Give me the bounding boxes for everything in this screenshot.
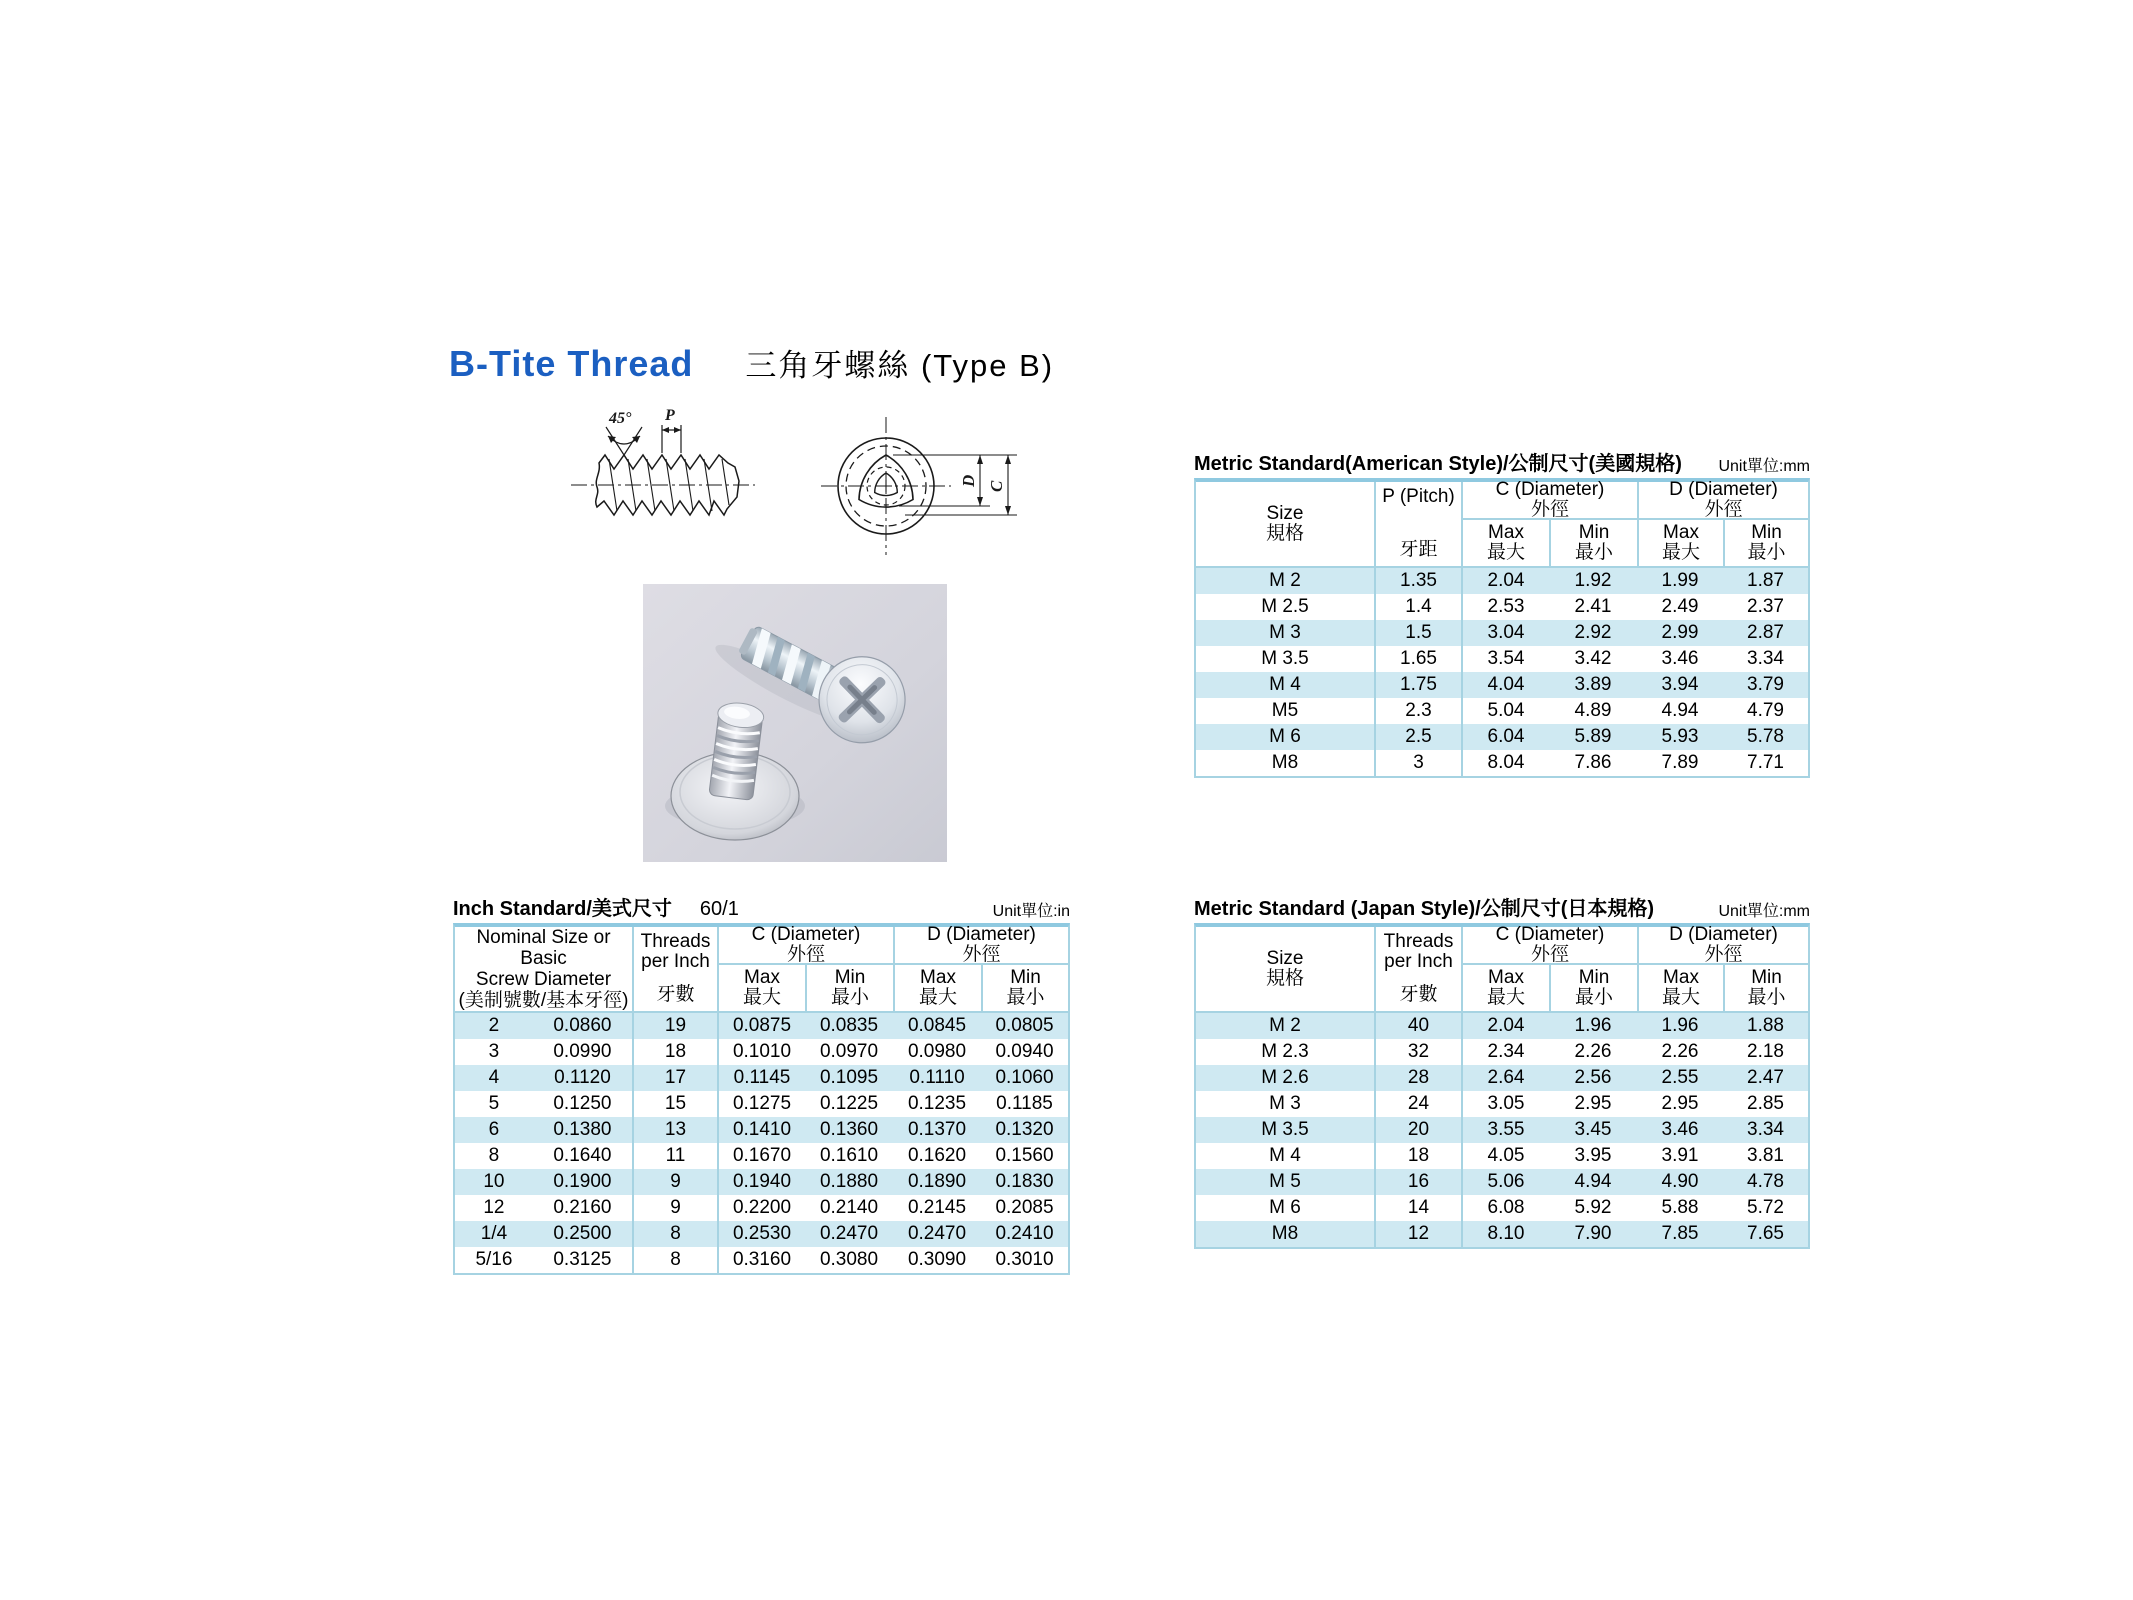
table-row <box>1196 1169 1808 1195</box>
table-cell-value: 0.1380 <box>553 1119 612 1140</box>
dim-d-label: D <box>959 474 978 487</box>
table-body <box>1196 568 1808 776</box>
table-cell: 7.65 <box>1747 1223 1784 1244</box>
table-cell: 3.34 <box>1747 1119 1784 1140</box>
angle-annotation <box>606 410 642 455</box>
table-cell: 4.90 <box>1661 1171 1699 1192</box>
table-cell: 15 <box>632 1091 717 1117</box>
table-cell: 0.1940 <box>717 1169 805 1195</box>
header-d-diameter: D (Diameter) 外徑 <box>1637 482 1808 520</box>
table-cell: 0.0875 <box>717 1013 805 1039</box>
table-row <box>1196 672 1808 698</box>
table-row <box>1196 1065 1808 1091</box>
table-cell: 0.1320 <box>995 1119 1054 1140</box>
table-cell: 0.1110 <box>909 1067 965 1088</box>
table-cell: 2.49 <box>1661 596 1699 617</box>
table-cell: 1.75 <box>1374 672 1461 698</box>
table-cell: 2.99 <box>1661 622 1699 643</box>
table-cell: 0.1620 <box>907 1145 967 1166</box>
header-c-min: Min 最小 <box>1549 965 1637 1011</box>
table-cell: 1.96 <box>1661 1015 1699 1036</box>
table-row <box>455 1143 1068 1169</box>
table-cell: 0.2410 <box>995 1223 1054 1244</box>
header-pitch: P (Pitch) 牙距 <box>1374 482 1461 566</box>
table-cell-value: 0.0860 <box>553 1015 612 1036</box>
table-cell: 18 <box>632 1039 717 1065</box>
table-cell: 8 <box>632 1221 717 1247</box>
table-cell: M 2.5 <box>1261 596 1309 617</box>
table-cell: 6.08 <box>1461 1195 1549 1221</box>
table-cell: 1.92 <box>1574 570 1612 591</box>
table-header <box>455 924 1068 1013</box>
table-cell: 3.94 <box>1661 674 1699 695</box>
table-cell: 1.35 <box>1374 568 1461 594</box>
table-cell: 2.56 <box>1574 1067 1612 1088</box>
metric-american-title-row <box>1194 450 1810 478</box>
table-cell: 0.1830 <box>995 1171 1054 1192</box>
table-cell: 0.1880 <box>819 1171 879 1192</box>
table-row <box>455 1247 1068 1273</box>
table-cell-value: 0.1120 <box>554 1067 611 1088</box>
table-cell: 3.89 <box>1574 674 1612 695</box>
table-cell: 0.2530 <box>717 1221 805 1247</box>
table-cell: 2.18 <box>1747 1041 1784 1062</box>
table-cell: 0.1890 <box>907 1171 967 1192</box>
table-cell: 0.1275 <box>717 1091 805 1117</box>
table-title: Metric Standard (Japan Style)/公制尺寸(日本規格) <box>1194 898 1655 920</box>
table-cell: M 2 <box>1269 1015 1301 1036</box>
table-cell: 0.1670 <box>717 1143 805 1169</box>
screw-photo <box>643 584 947 862</box>
table-body <box>1196 1013 1808 1247</box>
table-cell: 3 <box>1374 750 1461 776</box>
table-cell: 5.04 <box>1461 698 1549 724</box>
table-cell-value: 2 <box>488 1015 500 1036</box>
table-cell: 0.1095 <box>819 1067 879 1088</box>
table-cell: 3.34 <box>1747 648 1784 669</box>
table-cell: M5 <box>1271 700 1299 721</box>
table-cell: 0.2140 <box>819 1197 879 1218</box>
table-cell: 2.04 <box>1461 568 1549 594</box>
table-cell: 0.1360 <box>819 1119 879 1140</box>
table-row <box>1196 1091 1808 1117</box>
table-row <box>1196 724 1808 750</box>
header-threads-per-inch: Threads per Inch 牙數 <box>632 927 717 1011</box>
table-cell: 2.5 <box>1374 724 1461 750</box>
table-cell: 4.78 <box>1747 1171 1784 1192</box>
table-cell: 0.0835 <box>819 1015 879 1036</box>
table-cell: 5.89 <box>1574 726 1612 747</box>
table-cell <box>455 1247 632 1273</box>
table-cell: M 6 <box>1269 1197 1301 1218</box>
table-cell: 9 <box>632 1195 717 1221</box>
cross-section-view <box>821 417 1017 555</box>
table-cell: 0.3010 <box>995 1249 1054 1270</box>
table-cell: 1.5 <box>1374 620 1461 646</box>
table-cell-value: 4 <box>488 1067 500 1088</box>
table-cell: 11 <box>632 1143 717 1169</box>
header-c-min: Min 最小 <box>1549 520 1637 566</box>
table-cell-value: 6 <box>488 1119 500 1140</box>
table-cell: 1.88 <box>1747 1015 1784 1036</box>
table-cell: 2.47 <box>1747 1067 1784 1088</box>
header-d-min: Min 最小 <box>1723 965 1808 1011</box>
table-cell: 0.0845 <box>907 1015 967 1036</box>
header-d-min: Min 最小 <box>981 965 1068 1011</box>
table-cell: M8 <box>1271 1223 1299 1244</box>
table-cell-value: 0.0990 <box>553 1041 612 1062</box>
table-cell: M 6 <box>1269 726 1301 747</box>
table-cell: 3.79 <box>1747 674 1784 695</box>
table-cell: 2.26 <box>1574 1041 1612 1062</box>
table-cell: 2.26 <box>1661 1041 1699 1062</box>
table-cell: 6.04 <box>1461 724 1549 750</box>
table-cell: 0.1185 <box>996 1093 1053 1114</box>
table-cell: 3.46 <box>1661 648 1699 669</box>
table-cell: 17 <box>632 1065 717 1091</box>
table-cell: 0.1145 <box>717 1065 805 1091</box>
table-cell-value: 1/4 <box>480 1223 508 1244</box>
table-cell: 3.04 <box>1461 620 1549 646</box>
header-size: Size 規格 <box>1265 948 1304 989</box>
pitch-annotation <box>662 407 681 453</box>
table-cell: 2.55 <box>1661 1067 1699 1088</box>
table-cell-value: 0.1900 <box>553 1171 612 1192</box>
table-cell: 0.1610 <box>819 1145 879 1166</box>
table-cell: 0.1410 <box>717 1117 805 1143</box>
table-cell: M 3.5 <box>1261 1119 1309 1140</box>
table-cell: 7.86 <box>1574 752 1612 773</box>
center-cross <box>880 480 892 492</box>
metric-japan-table <box>1194 895 1810 1249</box>
table-cell: 20 <box>1374 1117 1461 1143</box>
table-cell <box>455 1169 632 1195</box>
table-cell: 2.04 <box>1461 1013 1549 1039</box>
table-cell: 0.1010 <box>717 1039 805 1065</box>
table-cell: M8 <box>1271 752 1299 773</box>
table-cell-value: 12 <box>483 1197 505 1218</box>
table-cell: 0.2085 <box>995 1197 1054 1218</box>
table-cell: 16 <box>1374 1169 1461 1195</box>
table-row <box>1196 1195 1808 1221</box>
table-row <box>455 1039 1068 1065</box>
pitch-label: P <box>665 407 675 424</box>
table-cell-value: 0.1640 <box>553 1145 612 1166</box>
table-cell: 2.92 <box>1574 622 1612 643</box>
table-cell <box>455 1143 632 1169</box>
table-row <box>455 1091 1068 1117</box>
table-cell: 3.91 <box>1661 1145 1699 1166</box>
table-cell: 2.41 <box>1574 596 1612 617</box>
table-cell: 7.71 <box>1747 752 1784 773</box>
table-cell: 2.64 <box>1461 1065 1549 1091</box>
table-cell: 0.0940 <box>995 1041 1054 1062</box>
metric-american-table <box>1194 450 1810 778</box>
table-cell: M 2.3 <box>1261 1041 1309 1062</box>
table-cell: 0.3080 <box>819 1249 879 1270</box>
table-cell: 5.93 <box>1661 726 1699 747</box>
table-cell: M 3.5 <box>1261 648 1309 669</box>
table-cell: 1.99 <box>1661 570 1699 591</box>
table-row <box>455 1221 1068 1247</box>
header-d-max: Max 最大 <box>1637 520 1723 566</box>
header-c-diameter: C (Diameter) 外徑 <box>1461 927 1637 965</box>
table-cell: 8.10 <box>1461 1221 1549 1247</box>
header-c-max: Max 最大 <box>1461 965 1549 1011</box>
table-cell: 4.94 <box>1574 1171 1612 1192</box>
table-cell: M 4 <box>1269 1145 1301 1166</box>
table-cell: 24 <box>1374 1091 1461 1117</box>
table-cell: 1.4 <box>1374 594 1461 620</box>
table-cell <box>455 1195 632 1221</box>
table-header <box>1196 479 1808 568</box>
table-row <box>1196 646 1808 672</box>
table-cell: 0.1060 <box>995 1067 1054 1088</box>
table-row <box>1196 1117 1808 1143</box>
table-row <box>455 1013 1068 1039</box>
table-cell: 13 <box>632 1117 717 1143</box>
table-body <box>455 1013 1068 1273</box>
table-cell: 8.04 <box>1461 750 1549 776</box>
table-row <box>455 1195 1068 1221</box>
table-cell: 0.2200 <box>717 1195 805 1221</box>
header-threads-per-inch: Threads per Inch 牙數 <box>1374 927 1461 1011</box>
page-title-en: B-Tite Thread <box>449 343 694 384</box>
table-cell: 0.1225 <box>819 1093 879 1114</box>
table-cell: 3.42 <box>1574 648 1612 669</box>
header-nominal-size: Nominal Size or Basic Screw Diameter (美制號數/基本牙徑) <box>458 927 629 1011</box>
header-d-min: Min 最小 <box>1723 520 1808 566</box>
table-cell: 5.06 <box>1461 1169 1549 1195</box>
table-note: 60/1 <box>699 898 739 920</box>
dim-c-label: C <box>987 480 1006 492</box>
table-cell: 0.3090 <box>907 1249 967 1270</box>
table-title: Metric Standard(American Style)/公制尺寸(美國規格) <box>1194 453 1682 475</box>
header-d-diameter: D (Diameter) 外徑 <box>893 927 1068 965</box>
table-row <box>1196 1143 1808 1169</box>
table-cell: 4.89 <box>1574 700 1612 721</box>
table-cell: 5.92 <box>1574 1197 1612 1218</box>
table-cell <box>455 1065 632 1091</box>
table-row <box>455 1065 1068 1091</box>
table-cell: 4.05 <box>1461 1143 1549 1169</box>
table-cell: 12 <box>1374 1221 1461 1247</box>
table-cell: M 3 <box>1269 1093 1301 1114</box>
table-cell: 7.85 <box>1661 1223 1699 1244</box>
table-row <box>1196 568 1808 594</box>
table-cell-value: 0.2160 <box>553 1197 612 1218</box>
header-d-max: Max 最大 <box>1637 965 1723 1011</box>
table-cell: M 2.6 <box>1261 1067 1309 1088</box>
header-size: Size 規格 <box>1265 503 1304 544</box>
table-cell-value: 0.3125 <box>553 1249 612 1270</box>
table-row <box>1196 1221 1808 1247</box>
table-cell: M 4 <box>1269 674 1301 695</box>
table-cell: 8 <box>632 1247 717 1273</box>
table-row <box>1196 620 1808 646</box>
header-c-diameter: C (Diameter) 外徑 <box>1461 482 1637 520</box>
table-cell: 7.90 <box>1574 1223 1612 1244</box>
table-cell <box>455 1013 632 1039</box>
table-row <box>455 1117 1068 1143</box>
angle-label: 45° <box>609 410 632 427</box>
table-cell: 5.78 <box>1747 726 1784 747</box>
table-cell: 2.53 <box>1461 594 1549 620</box>
table-cell: 5.88 <box>1661 1197 1699 1218</box>
table-cell: 9 <box>632 1169 717 1195</box>
table-cell: 1.96 <box>1574 1015 1612 1036</box>
table-cell: 4.94 <box>1661 700 1699 721</box>
table-cell <box>455 1091 632 1117</box>
table-cell: 0.3160 <box>717 1247 805 1273</box>
table-cell: 28 <box>1374 1065 1461 1091</box>
table-cell: 3.54 <box>1461 646 1549 672</box>
table-cell: 32 <box>1374 1039 1461 1065</box>
metric-japan-title-row <box>1194 895 1810 923</box>
table-cell: 2.37 <box>1747 596 1784 617</box>
header-c-diameter: C (Diameter) 外徑 <box>717 927 893 965</box>
table-cell: M 5 <box>1269 1171 1301 1192</box>
table-cell-value: 5 <box>488 1093 500 1114</box>
header-c-min: Min 最小 <box>805 965 893 1011</box>
table-cell: 3.95 <box>1574 1145 1612 1166</box>
table-title: Inch Standard/美式尺寸 <box>453 898 672 920</box>
table-cell-value: 0.2500 <box>553 1223 612 1244</box>
table-cell: 3.81 <box>1747 1145 1784 1166</box>
header-c-max: Max 最大 <box>1461 520 1549 566</box>
inch-title-row <box>453 895 1070 923</box>
table-cell: 18 <box>1374 1143 1461 1169</box>
table-cell: 0.2470 <box>819 1223 879 1244</box>
table-cell: 3.55 <box>1461 1117 1549 1143</box>
table-cell: 0.0980 <box>907 1041 967 1062</box>
table-cell: M 2 <box>1269 570 1301 591</box>
table-unit: Unit單位:mm <box>1718 458 1810 475</box>
table-cell-value: 0.1250 <box>553 1093 612 1114</box>
table-cell: 0.0805 <box>995 1015 1054 1036</box>
table-cell: 7.89 <box>1661 752 1699 773</box>
header-d-diameter: D (Diameter) 外徑 <box>1637 927 1808 965</box>
table-row <box>1196 1039 1808 1065</box>
table-cell: 0.1370 <box>907 1119 967 1140</box>
header-c-max: Max 最大 <box>717 965 805 1011</box>
page-title <box>449 340 1054 385</box>
table-cell <box>455 1221 632 1247</box>
header-d-max: Max 最大 <box>893 965 981 1011</box>
table-unit: Unit單位:in <box>992 903 1070 920</box>
table-cell: 40 <box>1374 1013 1461 1039</box>
table-cell: 0.1560 <box>995 1145 1054 1166</box>
table-cell: 0.2470 <box>907 1223 967 1244</box>
table-unit: Unit單位:mm <box>1718 903 1810 920</box>
table-cell: 3.05 <box>1461 1091 1549 1117</box>
table-cell: 1.65 <box>1374 646 1461 672</box>
table-cell: 0.2145 <box>907 1197 967 1218</box>
table-cell: 4.79 <box>1747 700 1784 721</box>
table-cell-value: 3 <box>488 1041 500 1062</box>
table-cell: 2.34 <box>1461 1039 1549 1065</box>
table-cell: 2.95 <box>1661 1093 1699 1114</box>
table-cell: 0.0970 <box>819 1041 879 1062</box>
page-title-zh: 三角牙螺絲 (Type B) <box>745 348 1055 383</box>
table-cell: 3.46 <box>1661 1119 1699 1140</box>
table-cell-value: 5/16 <box>475 1249 513 1270</box>
table-row <box>1196 750 1808 776</box>
table-cell: 19 <box>632 1013 717 1039</box>
table-cell: 0.1235 <box>907 1093 967 1114</box>
table-cell-value: 10 <box>483 1171 505 1192</box>
table-cell <box>455 1039 632 1065</box>
table-row <box>1196 594 1808 620</box>
table-header <box>1196 924 1808 1013</box>
table-cell: 2.87 <box>1747 622 1784 643</box>
table-cell: 1.87 <box>1747 570 1784 591</box>
table-cell <box>455 1117 632 1143</box>
table-cell: 14 <box>1374 1195 1461 1221</box>
table-cell: 4.04 <box>1461 672 1549 698</box>
table-cell: 2.95 <box>1574 1093 1612 1114</box>
table-cell: M 3 <box>1269 622 1301 643</box>
inch-standard-table <box>453 895 1070 1275</box>
table-row <box>1196 1013 1808 1039</box>
table-row <box>1196 698 1808 724</box>
table-row <box>455 1169 1068 1195</box>
table-cell: 2.3 <box>1374 698 1461 724</box>
table-cell: 2.85 <box>1747 1093 1784 1114</box>
table-cell: 5.72 <box>1747 1197 1784 1218</box>
table-cell-value: 8 <box>488 1145 500 1166</box>
table-cell: 3.45 <box>1574 1119 1612 1140</box>
